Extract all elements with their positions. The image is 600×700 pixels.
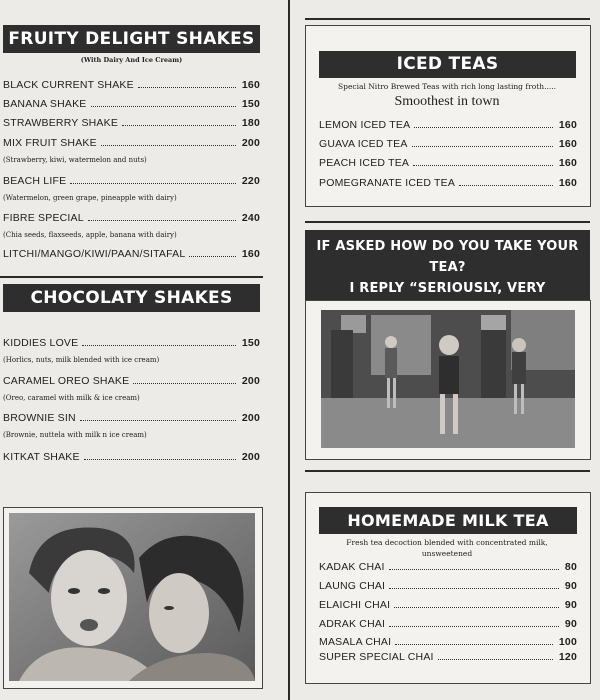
menu-item: [319, 599, 577, 611]
dot-leader: [394, 606, 559, 608]
dot-leader: [412, 145, 553, 147]
dot-leader: [101, 144, 236, 146]
section-divider: [305, 470, 590, 472]
menu-item: [319, 618, 577, 630]
dot-leader: [459, 184, 553, 186]
item-name: ELAICHI CHAI: [319, 599, 391, 611]
milk-tea-subtitle-line2: unsweetened: [421, 549, 473, 558]
fruity-shakes-subtitle: (With Dairy And Ice Cream): [80, 56, 183, 64]
item-price: 90: [564, 580, 577, 592]
item-name: BEACH LIFE: [3, 175, 67, 187]
section-divider: [0, 276, 263, 278]
item-name: POMEGRANATE ICED TEA: [319, 177, 456, 189]
item-name: STRAWBERRY SHAKE: [3, 117, 119, 129]
item-price: 160: [558, 138, 577, 150]
item-price: 200: [241, 137, 260, 149]
item-name: KIDDIES LOVE: [3, 337, 79, 349]
tea-quote-banner: [305, 230, 590, 301]
item-price: 80: [564, 561, 577, 573]
dot-leader: [80, 419, 236, 421]
menu-item: [3, 137, 260, 149]
item-name: BROWNIE SIN: [3, 412, 76, 424]
item-price: 90: [564, 599, 577, 611]
children-photo: [321, 310, 575, 448]
milk-tea-subtitle-line1: Fresh tea decoction blended with concentrated milk,: [346, 538, 548, 547]
tea-quote-line2: I REPLY “SERIOUSLY, VERY: [349, 281, 546, 296]
menu-item: [3, 375, 260, 387]
item-name: MASALA CHAI: [319, 636, 392, 648]
item-price: 200: [241, 451, 260, 463]
menu-item: [3, 337, 260, 349]
menu-item: [319, 157, 577, 169]
item-name: LAUNG CHAI: [319, 580, 386, 592]
item-name: MIX FRUIT SHAKE: [3, 137, 97, 149]
dot-leader: [438, 658, 553, 660]
women-photo-frame: [3, 507, 263, 689]
item-name: CARAMEL OREO SHAKE: [3, 375, 130, 387]
dot-leader: [413, 164, 553, 166]
menu-item: [3, 98, 260, 110]
dot-leader: [189, 255, 235, 257]
menu-item: [319, 138, 577, 150]
milk-tea-title: HOMEMADE MILK TEA: [319, 507, 577, 534]
item-price: 160: [558, 157, 577, 169]
item-price: 100: [558, 636, 577, 648]
menu-item: [3, 79, 260, 91]
item-description: (Brownie, nuttela with milk n ice cream): [3, 431, 147, 439]
item-name: GUAVA ICED TEA: [319, 138, 408, 150]
menu-item: [3, 175, 260, 187]
menu-item: [319, 119, 577, 131]
item-name: LITCHI/MANGO/KIWI/PAAN/SITAFAL: [3, 248, 186, 260]
item-price: 160: [558, 119, 577, 131]
menu-item: [319, 651, 577, 663]
chocolaty-shakes-title: CHOCOLATY SHAKES: [3, 284, 260, 312]
item-name: LEMON ICED TEA: [319, 119, 411, 131]
dot-leader: [133, 382, 236, 384]
section-divider: [305, 221, 590, 223]
item-price: 150: [241, 337, 260, 349]
item-price: 160: [241, 248, 260, 260]
item-description: (Chia seeds, flaxseeds, apple, banana with dairy): [3, 231, 177, 239]
iced-teas-subtitle: Special Nitro Brewed Teas with rich long lasting froth.....: [338, 82, 556, 91]
menu-item: [3, 117, 260, 129]
item-price: 240: [241, 212, 260, 224]
item-price: 120: [558, 651, 577, 663]
item-name: KITKAT SHAKE: [3, 451, 80, 463]
item-price: 160: [241, 79, 260, 91]
menu-item: [3, 248, 260, 260]
fruity-shakes-title: FRUITY DELIGHT SHAKES: [3, 25, 260, 53]
dot-leader: [82, 344, 236, 346]
item-price: 150: [241, 98, 260, 110]
menu-item: [319, 177, 577, 189]
item-price: 220: [241, 175, 260, 187]
section-divider: [305, 18, 590, 20]
women-photo: [9, 513, 255, 681]
item-name: ADRAK CHAI: [319, 618, 386, 630]
children-photo-frame: [305, 300, 591, 460]
item-description: (Watermelon, green grape, pineapple with dairy): [3, 194, 177, 202]
item-name: KADAK CHAI: [319, 561, 385, 573]
item-name: BLACK CURRENT SHAKE: [3, 79, 134, 91]
item-description: (Horlics, nuts, milk blended with ice cream): [3, 356, 160, 364]
dot-leader: [88, 219, 236, 221]
iced-teas-tagline: Smoothest in town: [394, 94, 500, 109]
item-name: BANANA SHAKE: [3, 98, 87, 110]
dot-leader: [91, 105, 236, 107]
center-divider: [288, 0, 290, 700]
item-description: (Strawberry, kiwi, watermelon and nuts): [3, 156, 147, 164]
item-price: 180: [241, 117, 260, 129]
menu-item: [319, 580, 577, 592]
item-name: FIBRE SPECIAL: [3, 212, 84, 224]
dot-leader: [395, 643, 553, 645]
dot-leader: [84, 458, 236, 460]
dot-leader: [414, 126, 553, 128]
dot-leader: [122, 124, 236, 126]
dot-leader: [389, 625, 559, 627]
item-price: 90: [564, 618, 577, 630]
menu-item: [319, 561, 577, 573]
item-name: SUPER SPECIAL CHAI: [319, 651, 434, 663]
item-name: PEACH ICED TEA: [319, 157, 410, 169]
dot-leader: [389, 587, 559, 589]
iced-teas-title: ICED TEAS: [319, 51, 576, 78]
tea-quote-line1: IF ASKED HOW DO YOU TAKE YOUR TEA?: [316, 239, 579, 275]
menu-item: [319, 636, 577, 648]
menu-item: [3, 412, 260, 424]
item-description: (Oreo, caramel with milk & ice cream): [3, 394, 140, 402]
item-price: 200: [241, 412, 260, 424]
item-price: 200: [241, 375, 260, 387]
menu-item: [3, 212, 260, 224]
dot-leader: [389, 568, 559, 570]
menu-item: [3, 451, 260, 463]
dot-leader: [70, 182, 236, 184]
dot-leader: [138, 86, 236, 88]
item-price: 160: [558, 177, 577, 189]
